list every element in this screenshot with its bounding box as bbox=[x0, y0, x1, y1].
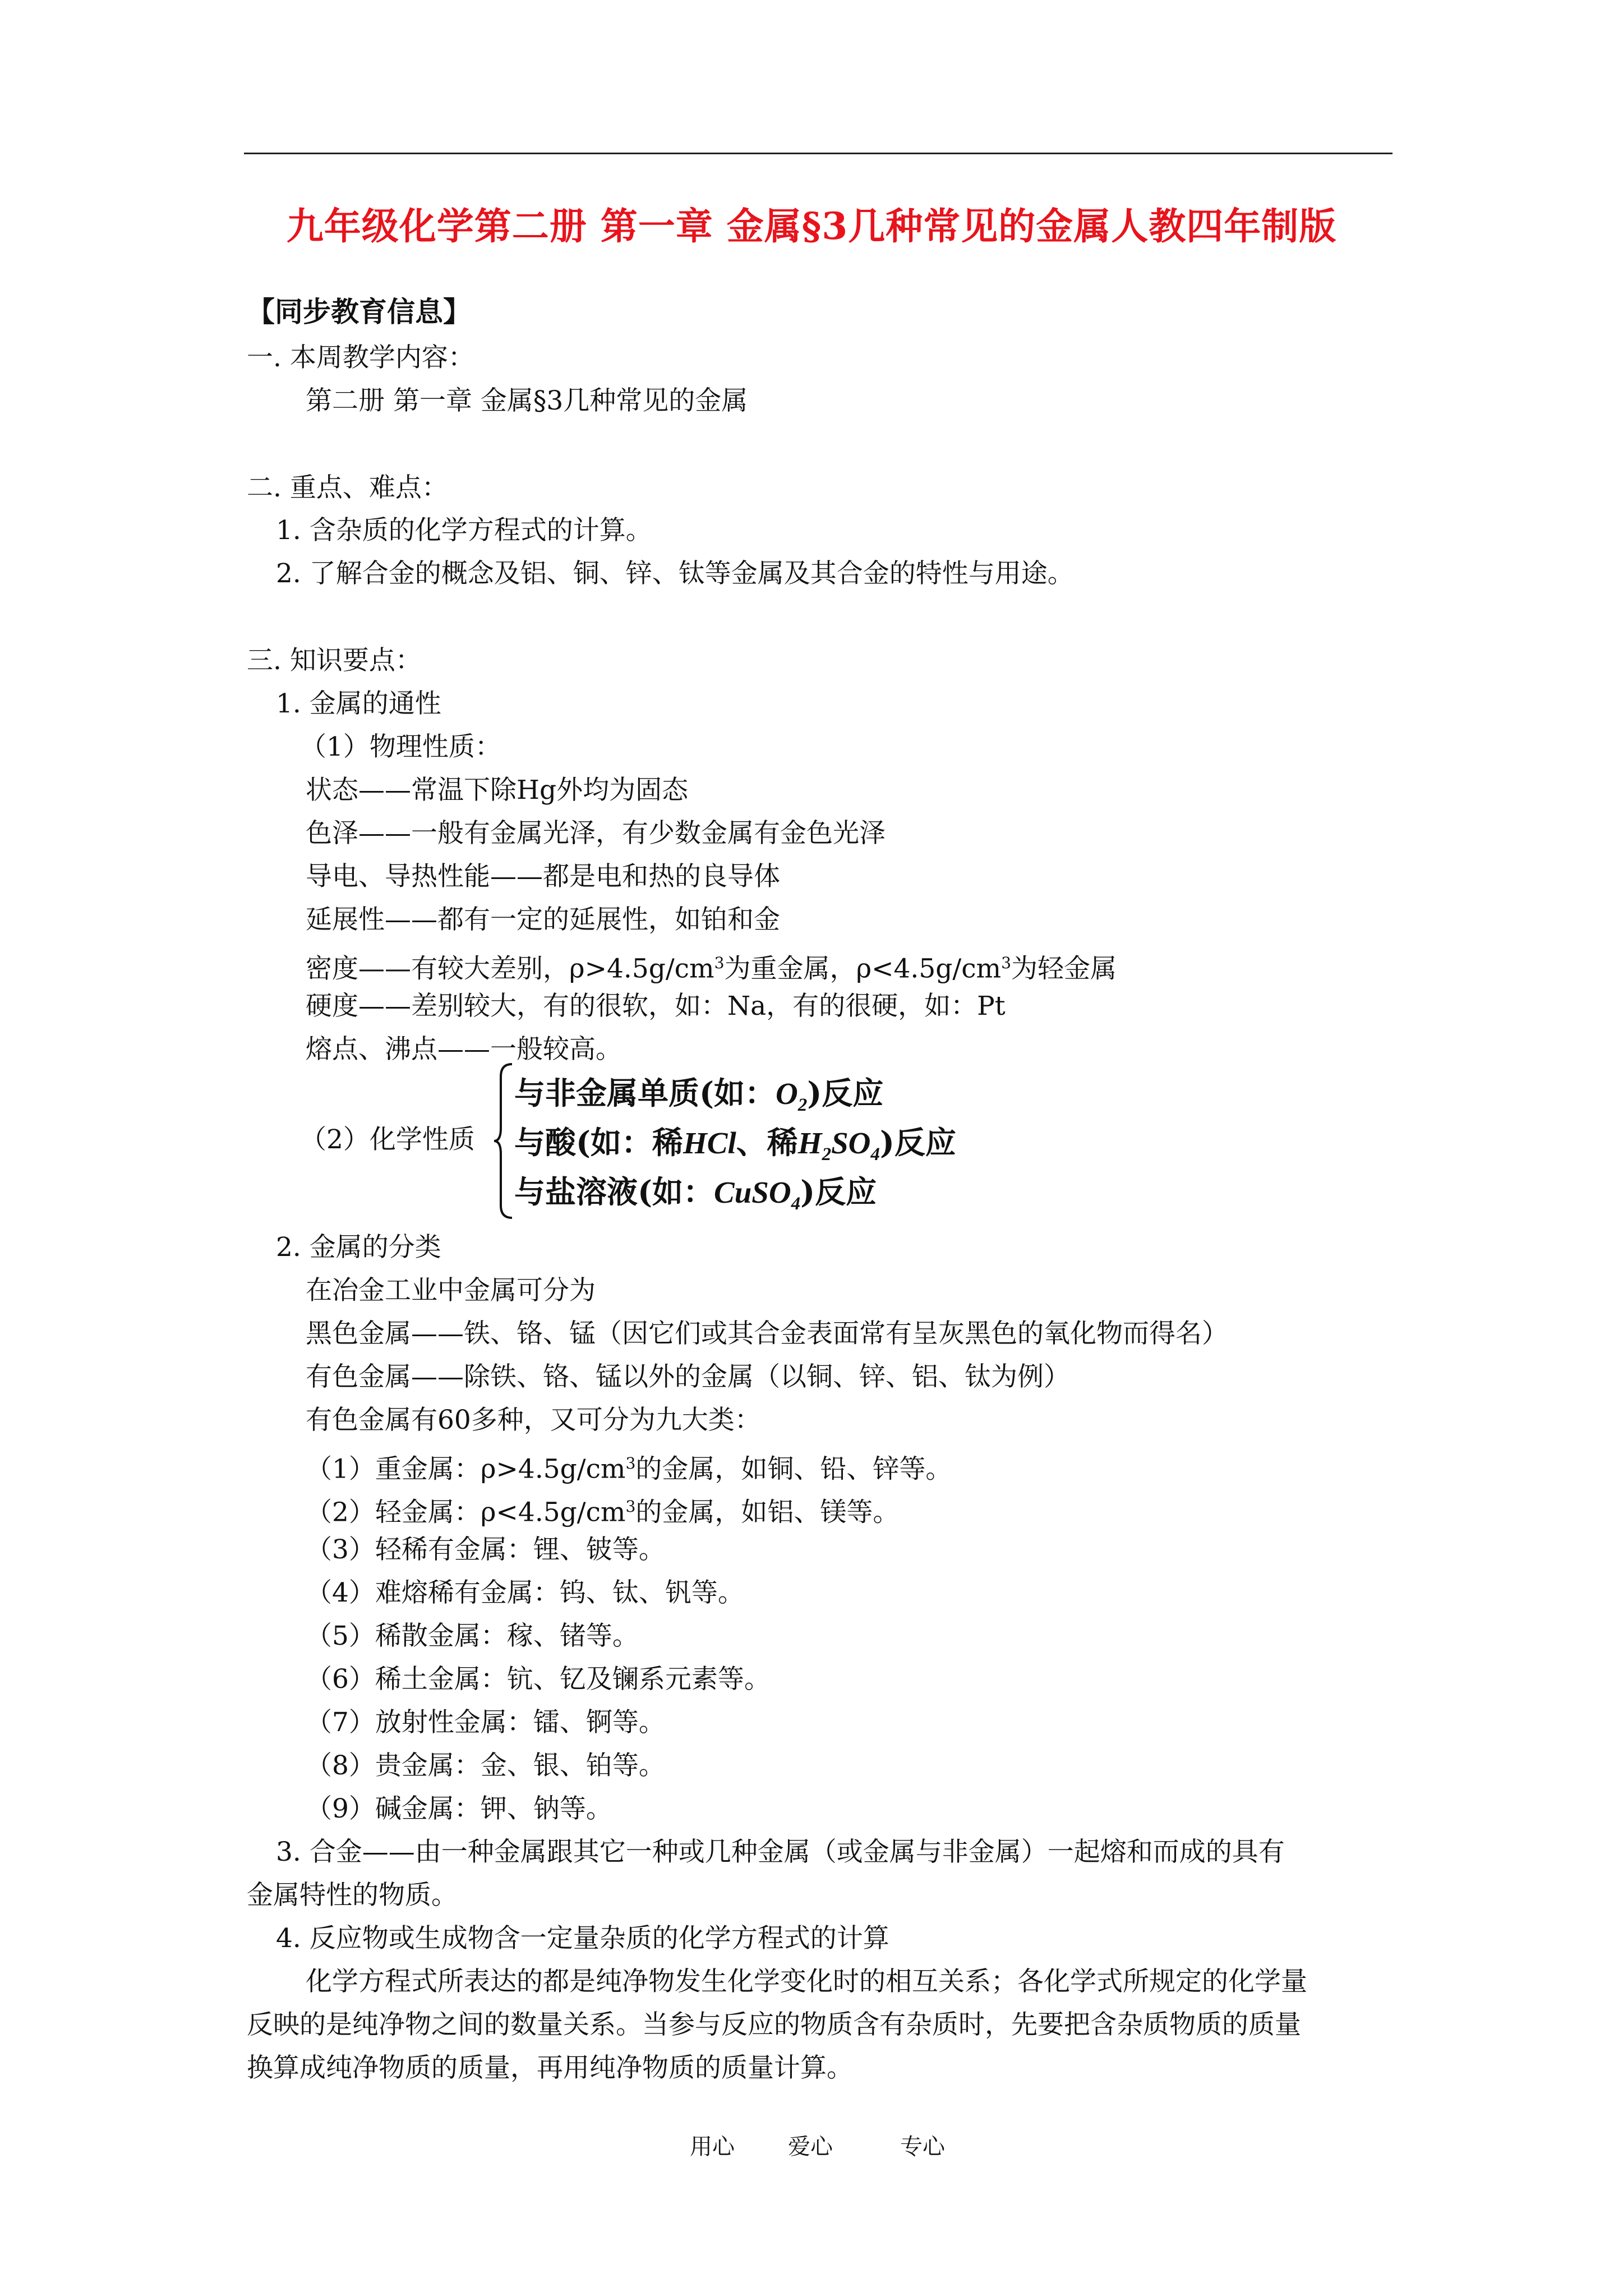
phys-color: 色泽——一般有金属光泽，有少数金属有金色光泽 bbox=[306, 818, 886, 849]
s1-label: 一. 本周教学内容： bbox=[247, 342, 474, 373]
s2-item-2: 2. 了解合金的概念及铝、铜、锌、钛等金属及其合金的特性与用途。 bbox=[276, 558, 1074, 589]
p3-line-2: 金属特性的物质。 bbox=[247, 1880, 458, 1911]
p4-body-1: 化学方程式所表达的都是纯净物发生化学变化时的相互关系；各化学式所规定的化学量 bbox=[306, 1966, 1307, 1997]
footer-text-1: 用心 bbox=[690, 2134, 735, 2160]
class-item: （8）贵金属：金、银、铂等。 bbox=[306, 1750, 665, 1781]
class-light: （2）轻金属：$\rho<4.5g/cm^3$的金属，如铝、镁等。 bbox=[306, 1497, 900, 1528]
p4-heading: 4. 反应物或生成物含一定量杂质的化学方程式的计算 bbox=[276, 1923, 889, 1954]
document-title: 九年级化学第二册 第一章 金属§3几种常见的金属人教四年制版 bbox=[286, 204, 1337, 248]
phys-ductility: 延展性——都有一定的延展性，如铂和金 bbox=[306, 904, 780, 935]
p3-line-1: 3. 合金——由一种金属跟其它一种或几种金属（或金属与非金属）一起熔和而成的具有 bbox=[276, 1837, 1285, 1867]
p2-heading: 2. 金属的分类 bbox=[276, 1232, 441, 1263]
class-item: （3）轻稀有金属：锂、铍等。 bbox=[306, 1534, 665, 1565]
footer-text-2: 爱心 bbox=[788, 2134, 833, 2160]
class-item: （4）难熔稀有金属：钨、钛、钒等。 bbox=[306, 1577, 744, 1608]
p2-intro-1: 在冶金工业中金属可分为 bbox=[306, 1275, 596, 1306]
phys-melting: 熔点、沸点——一般较高。 bbox=[306, 1034, 622, 1065]
chem-label: （2）化学性质 bbox=[300, 1124, 475, 1155]
chem-acid: 与酸(如：稀HCl、稀$H_2SO_4$)反应 bbox=[514, 1124, 956, 1165]
class-heavy: （1）重金属：$\rho>4.5g/cm^3$的金属，如铜、铅、锌等。 bbox=[306, 1453, 952, 1485]
class-item: （5）稀散金属：稼、锗等。 bbox=[306, 1621, 639, 1651]
s2-item-1: 1. 含杂质的化学方程式的计算。 bbox=[276, 515, 652, 546]
chem-nonmetal: 与非金属单质(如：$O_2$)反应 bbox=[514, 1075, 884, 1115]
s2-label: 二. 重点、难点： bbox=[247, 472, 448, 503]
brace-icon bbox=[492, 1062, 514, 1220]
p4-body-2: 反映的是纯净物之间的数量关系。当参与反应的物质含有杂质时，先要把含杂质物质的质量 bbox=[247, 2009, 1301, 2040]
phys-label: （1）物理性质： bbox=[300, 731, 501, 762]
p2-intro-2: 黑色金属——铁、铬、锰（因它们或其合金表面常有呈灰黑色的氧化物而得名） bbox=[306, 1318, 1228, 1349]
p2-intro-3: 有色金属——除铁、铬、锰以外的金属（以铜、锌、铝、钛为例） bbox=[306, 1361, 1070, 1392]
p4-body-3: 换算成纯净物质的质量，再用纯净物质的质量计算。 bbox=[247, 2053, 853, 2083]
phys-density: 密度——有较大差别，$\rho>4.5g/cm^3$为重金属，$\rho<4.5g/cm^3$为轻金属 bbox=[306, 953, 1117, 984]
p2-intro-4: 有色金属有60多种，又可分为九大类： bbox=[306, 1405, 761, 1435]
phys-conduct: 导电、导热性能——都是电和热的良导体 bbox=[306, 861, 780, 892]
header-rule bbox=[244, 153, 1393, 154]
phys-state: 状态——常温下除Hg外均为固态 bbox=[306, 775, 689, 806]
s3-label: 三. 知识要点： bbox=[247, 645, 422, 676]
section-heading: 【同步教育信息】 bbox=[247, 295, 471, 328]
class-item: （9）碱金属：钾、钠等。 bbox=[306, 1793, 612, 1824]
phys-hardness: 硬度——差别较大，有的很软，如：Na，有的很硬，如：Pt bbox=[306, 991, 1006, 1022]
chem-salt: 与盐溶液(如：CuSO$_4$)反应 bbox=[514, 1174, 877, 1214]
footer-text-3: 专心 bbox=[900, 2134, 945, 2160]
class-item: （6）稀土金属：钪、钇及镧系元素等。 bbox=[306, 1664, 771, 1695]
class-item: （7）放射性金属：镭、锕等。 bbox=[306, 1707, 665, 1738]
s1-content: 第二册 第一章 金属§3几种常见的金属 bbox=[306, 385, 748, 416]
p1-heading: 1. 金属的通性 bbox=[276, 688, 441, 719]
